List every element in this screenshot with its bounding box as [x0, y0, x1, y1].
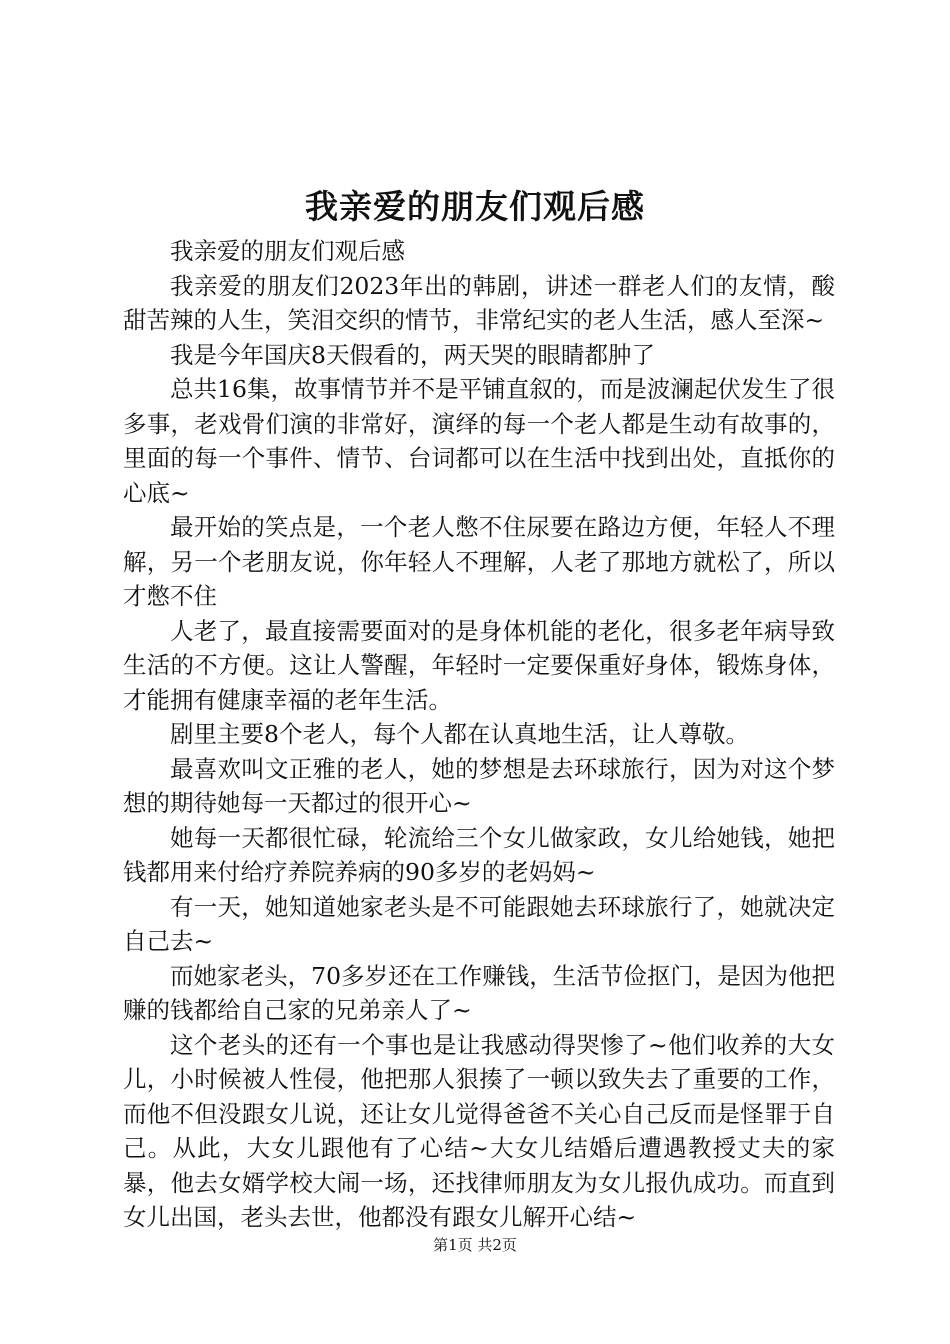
paragraph: 人老了，最直接需要面对的是身体机能的老化，很多老年病导致生活的不方便。这让人警醒，年轻时一定要保重好身体，锻炼身体，才能拥有健康幸福的老年生活。: [123, 616, 835, 714]
paragraph: 总共16集，故事情节并不是平铺直叙的，而是波澜起伏发生了很多事，老戏骨们演的非常好，演绎的每一个老人都是生动有故事的，里面的每一个事件、情节、台词都可以在生活中找到出处，直抵你的心底~: [123, 375, 835, 507]
document-title: 我亲爱的朋友们观后感: [305, 187, 645, 226]
paragraph: 我亲爱的朋友们观后感: [170, 237, 405, 265]
page-number-footer: 第1页 共2页: [433, 1236, 517, 1254]
paragraph: 这个老头的还有一个事也是让我感动得哭惨了~他们收养的大女儿，小时候被人性侵，他把那人狠揍了一顿以致失去了重要的工作，而他不但没跟女儿说，还让女儿觉得爸爸不关心自己反而是怪罪于自己。从此，大女儿跟他有了心结~大女儿结婚后遭遇教授丈夫的家暴，他去女婿学校大闹一场，还找律师朋友为女儿报仇成功。而直到女儿出国，老头去世，他都没有跟女儿解开心结~: [123, 1030, 835, 1231]
paragraph: 最开始的笑点是，一个老人憋不住尿要在路边方便，年轻人不理解，另一个老朋友说，你年轻人不理解，人老了那地方就松了，所以才憋不住: [123, 513, 835, 610]
paragraph: 我亲爱的朋友们2023年出的韩剧，讲述一群老人们的友情，酸甜苦辣的人生，笑泪交织的情节，非常纪实的老人生活，感人至深~: [123, 271, 835, 334]
paragraph: 她每一天都很忙碌，轮流给三个女儿做家政，女儿给她钱，她把钱都用来付给疗养院养病的90多岁的老妈妈~: [123, 823, 835, 886]
paragraph: 而她家老头，70多岁还在工作赚钱，生活节俭抠门，是因为他把赚的钱都给自己家的兄弟亲人了~: [123, 961, 835, 1024]
paragraph: 剧里主要8个老人，每个人都在认真地生活，让人尊敬。: [170, 720, 749, 748]
paragraph: 我是今年国庆8天假看的，两天哭的眼睛都肿了: [170, 340, 655, 369]
paragraph: 最喜欢叫文正雅的老人，她的梦想是去环球旅行，因为对这个梦想的期待她每一天都过的很开心~: [123, 754, 835, 817]
document-body: [123, 234, 835, 1235]
paragraph: 有一天，她知道她家老头是不可能跟她去环球旅行了，她就决定自己去~: [123, 892, 835, 955]
